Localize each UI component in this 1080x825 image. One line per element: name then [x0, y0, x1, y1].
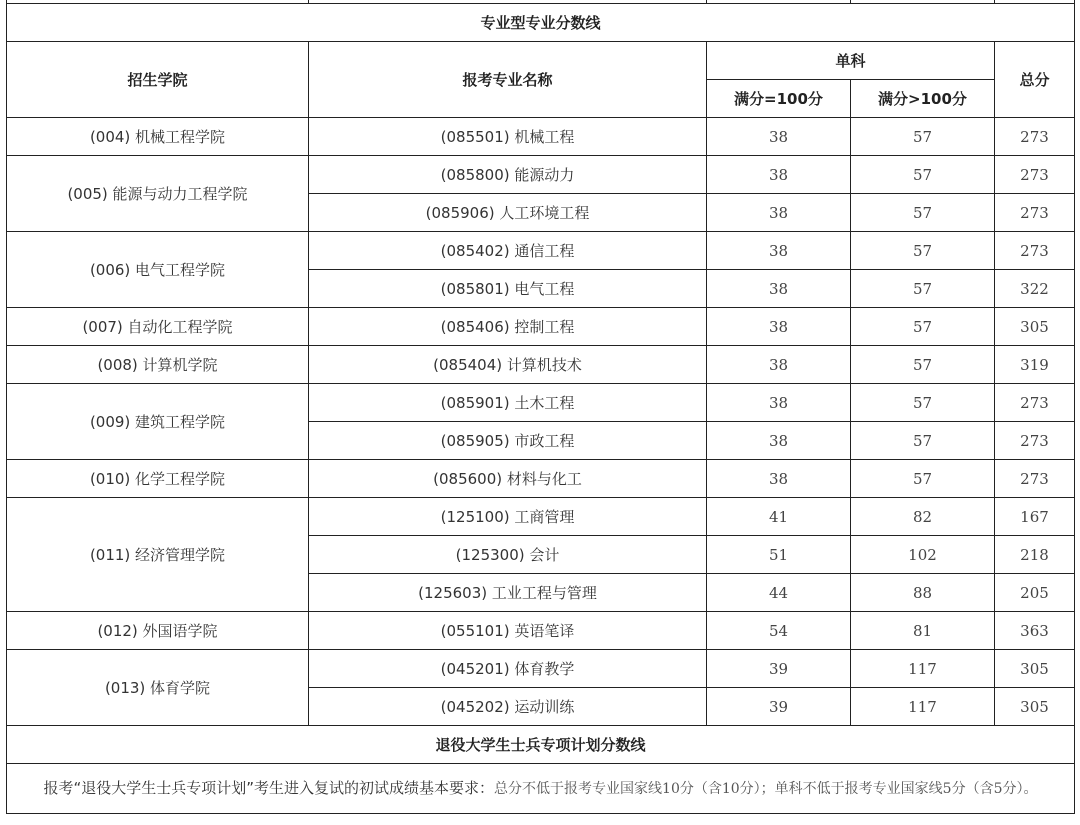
section-title-row	[7, 726, 1075, 764]
major-cell: (125603) 工业工程与管理	[309, 574, 707, 612]
score-table-body	[7, 0, 1075, 814]
score-gt100-cell: 88	[851, 574, 995, 612]
score-100-cell: 38	[707, 270, 851, 308]
score-100-cell: 38	[707, 308, 851, 346]
college-cell: (005) 能源与动力工程学院	[7, 156, 309, 232]
header-full-gt100: 满分>100分	[851, 80, 995, 118]
major-cell: (085600) 材料与化工	[309, 460, 707, 498]
college-cell: (007) 自动化工程学院	[7, 308, 309, 346]
score-gt100-cell: 57	[851, 460, 995, 498]
score-100-cell: 38	[707, 422, 851, 460]
table-row	[7, 118, 1075, 156]
score-gt100-cell: 57	[851, 308, 995, 346]
total-score-cell: 273	[995, 194, 1075, 232]
major-cell: (085906) 人工环境工程	[309, 194, 707, 232]
table-row	[7, 156, 1075, 194]
total-score-cell: 273	[995, 118, 1075, 156]
college-cell: (012) 外国语学院	[7, 612, 309, 650]
major-cell: (085404) 计算机技术	[309, 346, 707, 384]
major-cell: (085501) 机械工程	[309, 118, 707, 156]
score-gt100-cell: 117	[851, 650, 995, 688]
major-cell: (085406) 控制工程	[309, 308, 707, 346]
college-cell: (008) 计算机学院	[7, 346, 309, 384]
score-gt100-cell: 82	[851, 498, 995, 536]
score-gt100-cell: 57	[851, 384, 995, 422]
score-100-cell: 38	[707, 346, 851, 384]
header-major: 报考专业名称	[309, 42, 707, 118]
score-100-cell: 51	[707, 536, 851, 574]
score-100-cell: 54	[707, 612, 851, 650]
major-cell: (085801) 电气工程	[309, 270, 707, 308]
score-100-cell: 38	[707, 232, 851, 270]
table-row	[7, 308, 1075, 346]
major-cell: (045201) 体育教学	[309, 650, 707, 688]
total-score-cell: 273	[995, 422, 1075, 460]
table-row	[7, 498, 1075, 536]
requirement-note	[7, 764, 1075, 814]
table-row	[7, 460, 1075, 498]
score-gt100-cell: 57	[851, 232, 995, 270]
major-cell: (055101) 英语笔译	[309, 612, 707, 650]
total-score-cell: 319	[995, 346, 1075, 384]
score-gt100-cell: 81	[851, 612, 995, 650]
header-full-100: 满分=100分	[707, 80, 851, 118]
total-score-cell: 218	[995, 536, 1075, 574]
score-100-cell: 44	[707, 574, 851, 612]
college-cell: (013) 体育学院	[7, 650, 309, 726]
total-score-cell: 363	[995, 612, 1075, 650]
score-gt100-cell: 57	[851, 194, 995, 232]
table-row	[7, 612, 1075, 650]
header-single-subject: 单科	[707, 42, 995, 80]
total-score-cell: 205	[995, 574, 1075, 612]
total-score-cell: 273	[995, 460, 1075, 498]
header-college: 招生学院	[7, 42, 309, 118]
table-row	[7, 650, 1075, 688]
total-score-cell: 305	[995, 308, 1075, 346]
major-cell: (125300) 会计	[309, 536, 707, 574]
score-gt100-cell: 57	[851, 118, 995, 156]
total-score-cell: 167	[995, 498, 1075, 536]
major-cell: (085901) 土木工程	[309, 384, 707, 422]
total-score-cell: 305	[995, 688, 1075, 726]
major-cell: (125100) 工商管理	[309, 498, 707, 536]
header-row-1	[7, 42, 1075, 80]
table-row	[7, 384, 1075, 422]
total-score-cell: 322	[995, 270, 1075, 308]
score-100-cell: 38	[707, 156, 851, 194]
table-row	[7, 232, 1075, 270]
header-total: 总分	[995, 42, 1075, 118]
score-gt100-cell: 57	[851, 156, 995, 194]
score-gt100-cell: 57	[851, 270, 995, 308]
major-cell: (085905) 市政工程	[309, 422, 707, 460]
total-score-cell: 273	[995, 232, 1075, 270]
college-cell: (009) 建筑工程学院	[7, 384, 309, 460]
score-gt100-cell: 102	[851, 536, 995, 574]
total-score-cell: 305	[995, 650, 1075, 688]
score-100-cell: 38	[707, 384, 851, 422]
score-gt100-cell: 117	[851, 688, 995, 726]
score-100-cell: 41	[707, 498, 851, 536]
major-cell: (045202) 运动训练	[309, 688, 707, 726]
table-row	[7, 346, 1075, 384]
college-cell: (011) 经济管理学院	[7, 498, 309, 612]
score-100-cell: 39	[707, 650, 851, 688]
note-lead: 报考“退役大学生士兵专项计划”考生进入复试的初试成绩基本要求：	[43, 779, 495, 797]
note-row	[7, 764, 1075, 814]
score-table	[6, 0, 1075, 814]
total-score-cell: 273	[995, 384, 1075, 422]
note-requirement: 总分不低于报考专业国家线10分（含10分）；单科不低于报考专业国家线5分（含5分）。	[494, 781, 1038, 797]
score-100-cell: 38	[707, 194, 851, 232]
score-gt100-cell: 57	[851, 422, 995, 460]
college-cell: (004) 机械工程学院	[7, 118, 309, 156]
major-cell: (085402) 通信工程	[309, 232, 707, 270]
score-gt100-cell: 57	[851, 346, 995, 384]
score-100-cell: 38	[707, 460, 851, 498]
college-cell: (006) 电气工程学院	[7, 232, 309, 308]
total-score-cell: 273	[995, 156, 1075, 194]
major-cell: (085800) 能源动力	[309, 156, 707, 194]
score-100-cell: 39	[707, 688, 851, 726]
section-title-veteran: 退役大学生士兵专项计划分数线	[7, 726, 1075, 764]
section-title-professional: 专业型专业分数线	[7, 4, 1075, 42]
score-100-cell: 38	[707, 118, 851, 156]
college-cell: (010) 化学工程学院	[7, 460, 309, 498]
section-title-row	[7, 4, 1075, 42]
